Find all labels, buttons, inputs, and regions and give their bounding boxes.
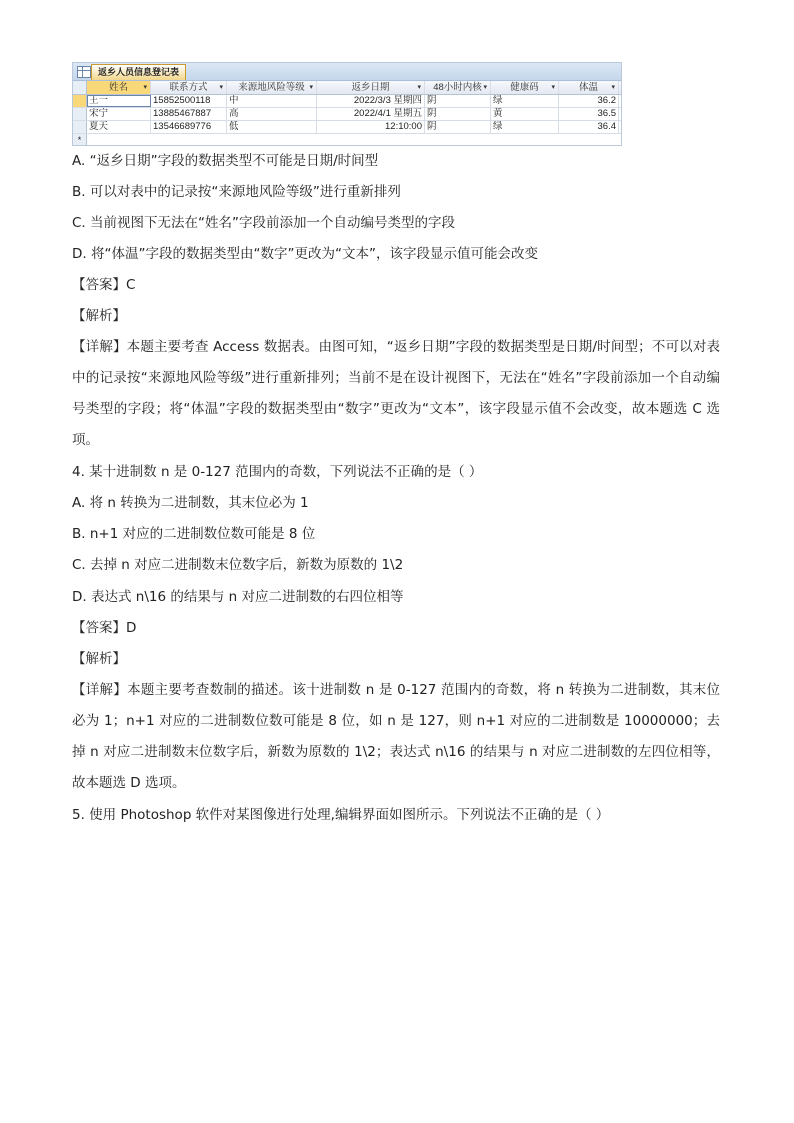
q3-option-c: C. 当前视图下无法在“姓名”字段前添加一个自动编号类型的字段 [72,215,455,231]
q5-stem: 5. 使用 Photoshop 软件对某图像进行处理,编辑界面如图所示。下列说法不正确的是（ ） [72,807,610,823]
table-row[interactable] [73,121,621,134]
new-record-marker[interactable]: * [73,134,87,146]
q3-option-a: A. “返乡日期”字段的数据类型不可能是日期/时间型 [72,153,379,169]
table-row[interactable] [73,108,621,121]
datasheet-titlebar [73,63,621,81]
q4-stem: 4. 某十进制数 n 是 0-127 范围内的奇数，下列说法不正确的是（ ） [72,464,483,480]
column-header-temperature[interactable]: 体温 ▾ [559,81,619,94]
table-cell[interactable]: 36.5 [559,108,619,120]
chevron-down-icon[interactable]: ▾ [551,84,555,91]
column-header-risk-level[interactable]: 来源地风险等级 ▾ [227,81,317,94]
q3-detail: 【详解】本题主要考查 Access 数据表。由图可知，“返乡日期”字段的数据类型是日期/时间型；不可以对表中的记录按“来源地风险等级”进行重新排列；当前不是在设计视图下，无法在“姓名”字段前添加一个自动编号类型的字段；将“体温”字段的数据类型由“数字”更改为“文本”，该字段显示值不会改变，故本题选 C 选项。 [72,339,720,448]
table-cell[interactable]: 黄 [491,108,559,120]
q3-analysis-heading: 【解析】 [72,308,126,324]
table-cell[interactable]: 13885467887 [151,108,227,120]
new-record-row[interactable] [73,134,621,146]
chevron-down-icon[interactable]: ▾ [611,84,615,91]
chevron-down-icon[interactable]: ▾ [309,84,313,91]
column-header-name[interactable]: 姓名 ▾ [87,81,151,94]
select-all-corner[interactable] [73,81,87,94]
table-cell[interactable]: 中 [227,95,317,107]
q4-option-b: B. n+1 对应的二进制数位数可能是 8 位 [72,526,316,542]
table-cell[interactable]: 宋宁 [87,108,151,120]
q4-answer: 【答案】D [72,620,137,636]
datasheet-grid [73,81,621,146]
table-cell[interactable]: 高 [227,108,317,120]
table-cell[interactable]: 夏天 [87,121,151,133]
table-cell[interactable]: 2022/3/3 星期四 [317,95,425,107]
q4-analysis-heading: 【解析】 [72,651,126,667]
table-cell[interactable]: 王一 [87,95,151,107]
column-header-contact[interactable]: 联系方式 ▾ [151,81,227,94]
table-cell[interactable]: 阴 [425,108,491,120]
table-row[interactable] [73,95,621,108]
chevron-down-icon[interactable]: ▾ [143,84,147,91]
column-header-row [73,81,621,95]
q3-answer: 【答案】C [72,277,136,293]
table-tab[interactable]: 返乡人员信息登记表 [91,64,186,80]
q4-option-a: A. 将 n 转换为二进制数，其末位必为 1 [72,495,309,511]
table-cell[interactable]: 低 [227,121,317,133]
table-cell[interactable]: 15852500118 [151,95,227,107]
table-cell[interactable]: 绿 [491,95,559,107]
record-selector[interactable] [73,121,87,133]
table-cell[interactable]: 13546689776 [151,121,227,133]
access-datasheet [72,62,622,146]
q4-detail: 【详解】本题主要考查数制的描述。该十进制数 n 是 0-127 范围内的奇数，将 n 转换为二进制数，其末位必为 1；n+1 对应的二进制数位数可能是 8 位，如 n 是 127，则 n+1 对应的二进制数是 10000000；去掉 n 对应二进制数末位数字后，新数为原数的 1\2；表达式 n\16 的结果与 n 对应二进制数的左四位相等，故本题选 D 选项。 [72,682,720,791]
chevron-down-icon[interactable]: ▾ [483,84,487,91]
table-cell[interactable]: 阴 [425,121,491,133]
table-cell[interactable]: 36.4 [559,121,619,133]
table-cell[interactable]: 12:10:00 [317,121,425,133]
chevron-down-icon[interactable]: ▾ [219,84,223,91]
table-cell[interactable]: 2022/4/1 星期五 [317,108,425,120]
q4-option-c: C. 去掉 n 对应二进制数末位数字后，新数为原数的 1\2 [72,557,404,573]
record-selector[interactable] [73,95,87,107]
table-cell[interactable]: 阴 [425,95,491,107]
table-cell[interactable]: 绿 [491,121,559,133]
q3-option-d: D. 将“体温”字段的数据类型由“数字”更改为“文本”，该字段显示值可能会改变 [72,246,538,262]
record-selector[interactable] [73,108,87,120]
column-header-health-code[interactable]: 健康码 ▾ [491,81,559,94]
q4-option-d: D. 表达式 n\16 的结果与 n 对应二进制数的右四位相等 [72,589,404,605]
table-cell[interactable]: 36.2 [559,95,619,107]
chevron-down-icon[interactable]: ▾ [417,84,421,91]
q3-option-b: B. 可以对表中的记录按“来源地风险等级”进行重新排列 [72,184,401,200]
column-header-48h-test[interactable]: 48小时内核 ▾ [425,81,491,94]
column-header-return-date[interactable]: 返乡日期 ▾ [317,81,425,94]
table-icon [77,66,91,78]
